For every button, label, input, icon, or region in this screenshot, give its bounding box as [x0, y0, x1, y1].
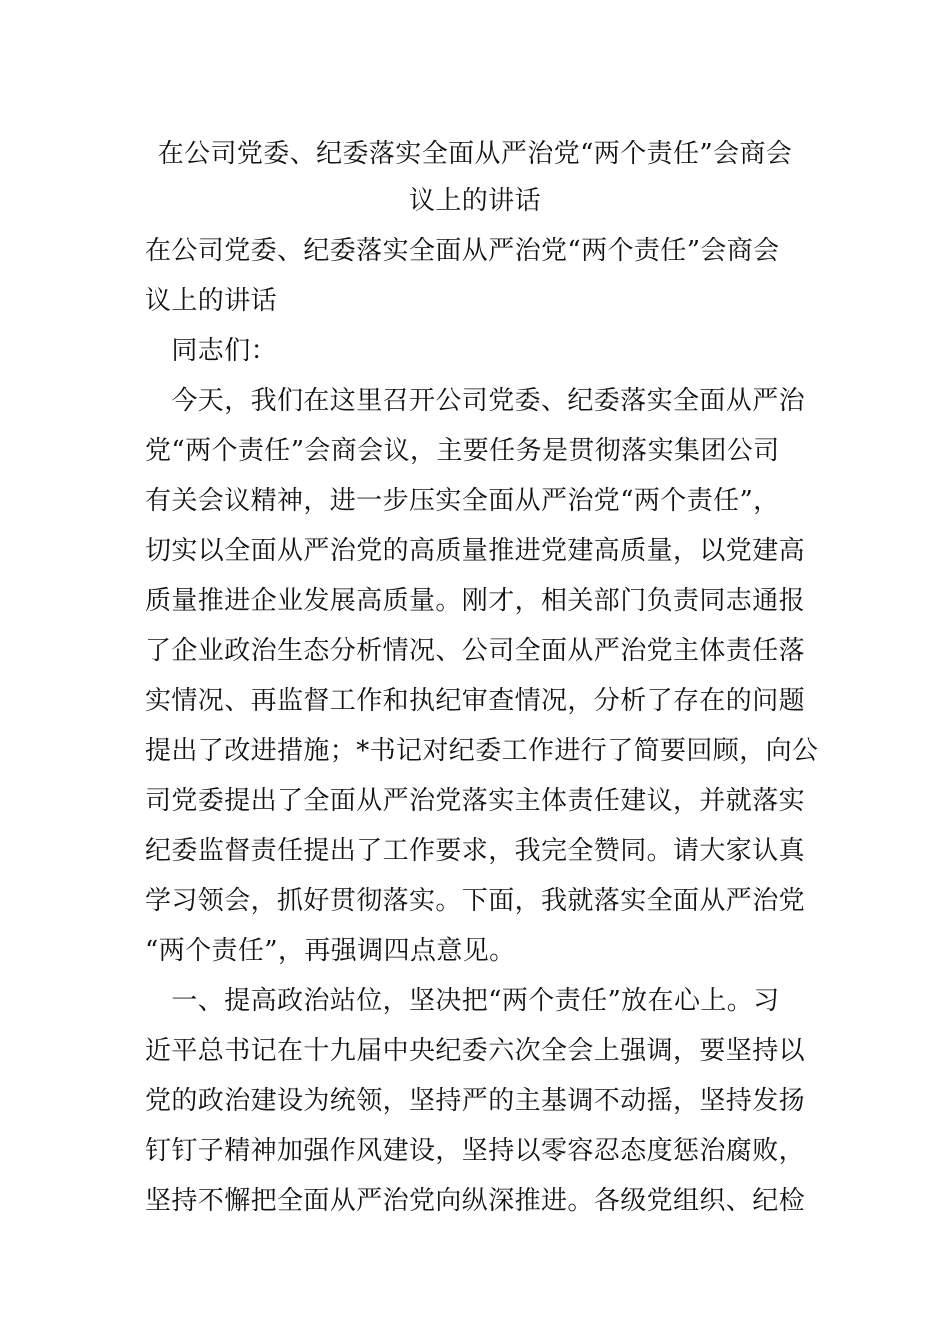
document-title-line-1: 在公司党委、纪委落实全面从严治党“两个责任”会商会: [157, 139, 793, 169]
paragraph1-line: 实情况、再监督工作和执纪审查情况，分析了存在的问题: [145, 686, 806, 716]
paragraph1-line: 切实以全面从严治党的高质量推进党建高质量，以党建高: [145, 536, 806, 566]
paragraph1-line: 质量推进企业发展高质量。刚才，相关部门负责同志通报: [145, 586, 806, 616]
paragraph1-line: 有关会议精神，进一步压实全面从严治党“两个责任”，: [145, 486, 780, 516]
paragraph2-line: 一、提高政治站位，坚决把“两个责任”放在心上。习: [145, 986, 780, 1016]
heading-line-1: 在公司党委、纪委落实全面从严治党“两个责任”会商会: [145, 236, 780, 266]
paragraph1-line: 纪委监督责任提出了工作要求，我完全赞同。请大家认真: [145, 836, 806, 866]
paragraph1-line: “两个责任”，再强调四点意见。: [145, 936, 516, 966]
paragraph2-line: 钉钉子精神加强作风建设，坚持以零容忍态度惩治腐败，: [145, 1136, 806, 1166]
paragraph1-line: 党“两个责任”会商会议，主要任务是贯彻落实集团公司: [145, 436, 780, 466]
paragraph1-line: 了企业政治生态分析情况、公司全面从严治党主体责任落: [145, 636, 806, 666]
paragraph2-line: 近平总书记在十九届中央纪委六次全会上强调，要坚持以: [145, 1036, 806, 1066]
paragraph1-line: 司党委提出了全面从严治党落实主体责任建议，并就落实: [145, 786, 806, 816]
paragraph2-line: 党的政治建设为统领，坚持严的主基调不动摇，坚持发扬: [145, 1086, 806, 1116]
paragraph1-line: 提出了改进措施；*书记对纪委工作进行了简要回顾，向公: [145, 736, 819, 766]
document-title-line-2: 议上的讲话: [408, 186, 541, 216]
paragraph1-line: 今天，我们在这里召开公司党委、纪委落实全面从严治: [145, 386, 806, 416]
heading-line-2: 议上的讲话: [145, 286, 278, 316]
paragraph1-line: 学习领会，抓好贯彻落实。下面，我就落实全面从严治党: [145, 886, 806, 916]
paragraph2-line: 坚持不懈把全面从严治党向纵深推进。各级党组织、纪检: [145, 1186, 806, 1216]
salutation: 同志们：: [145, 336, 278, 366]
